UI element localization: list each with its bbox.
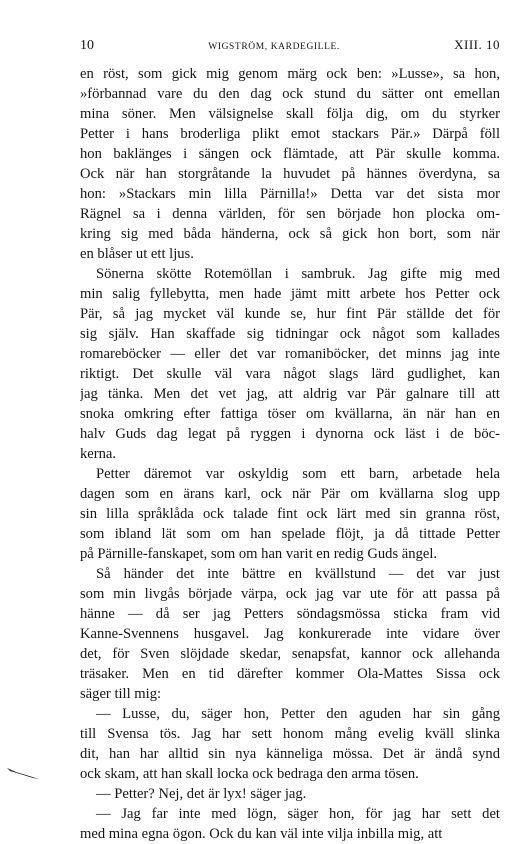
- text-line: dagen som en ärans karl, ock när Pär om kvällarna slog upp: [80, 486, 500, 502]
- text-line: Ock när han storgråtande la huvudet på hännes överdyna, sa: [80, 166, 500, 182]
- page-number: 10: [80, 38, 94, 53]
- text-line: säger till mig:: [80, 686, 162, 702]
- text-line: Rägnel sa i denna världen, för sen började hon plocka om-: [80, 206, 500, 222]
- text-line: mina söner. Men välsignelse skall följa dig, om du styrker: [80, 106, 500, 122]
- paragraph: [80, 564, 500, 704]
- text-line: Pär, så jag mycket väl kunde se, hur fint Pär ställde det för: [80, 306, 500, 322]
- text-line: halv Guds dag legat på ryggen i dynorna ock läst i de böc-: [80, 426, 500, 442]
- text-line: som ibland lät som om han spelade flöjt, ja då tittade Petter: [80, 526, 500, 542]
- text-line: en röst, som gick mig genom märg ock ben: »Lusse», sa hon,: [80, 66, 500, 82]
- text-line: — Lusse, du, säger hon, Petter den aguden har sin gång: [96, 706, 500, 722]
- paragraph: [80, 804, 500, 844]
- text-line: Petter i hans broderliga plikt emot stackars Pär.» Därpå föll: [80, 126, 500, 142]
- text-line: jag tänka. Men det vet jag, att aldrig var Pär galnare till att: [80, 386, 500, 402]
- text-line: kring sig med båda händerna, ock så gick hon bort, som när: [80, 226, 500, 242]
- text-line: Kanne-Svennens husgavel. Jag konkurerade inte vidare över: [80, 626, 500, 642]
- paragraph: [80, 264, 500, 464]
- text-line: en blåser ut ett ljus.: [80, 246, 194, 262]
- running-header: [80, 37, 500, 54]
- text-line: Sönerna skötte Rotemöllan i sambruk. Jag gifte mig med: [96, 266, 500, 282]
- book-page: [80, 37, 500, 844]
- text-line: sin lilla språklåda ock talade fint ock lärt med sin granna röst,: [80, 506, 500, 522]
- paragraph: [80, 784, 500, 804]
- text-line: dit, han har alltid sin nya känneliga mössa. Det är ändå synd: [80, 746, 500, 762]
- paragraph: [80, 64, 500, 264]
- text-line: — Petter? Nej, det är lyx! säger jag.: [96, 786, 307, 802]
- text-line: snoka omkring efter fattiga töser om kvällarna, än när han en: [80, 406, 500, 422]
- text-line: till Svensa tös. Jag har sett honom mång evelig kväll slinka: [80, 726, 500, 742]
- text-line: kerna.: [80, 446, 117, 462]
- text-line: hänne — då ser jag Petters söndagsmössa sticka fram vid: [80, 606, 500, 622]
- text-line: med mina egna ögon. Ock du kan väl inte vilja inbilla mig, att: [80, 826, 443, 842]
- signature-mark: XIII. 10: [454, 37, 500, 52]
- text-line: på Pärnille-fanskapet, som om han varit en redig Guds ängel.: [80, 546, 438, 562]
- paragraph: [80, 464, 500, 564]
- text-line: hon baklänges i sängen ock flämtade, att Pär skulle komma.: [80, 146, 500, 162]
- text-line: riktigt. Det skulle väl vara något slags lärd gudlighet, kan: [80, 366, 500, 382]
- text-line: min salig fyllebytta, men hade jämt mitt arbete hos Petter ock: [80, 286, 500, 302]
- text-line: som min livgås började värpa, ock jag var ute för att passa på: [80, 586, 500, 602]
- text-line: Petter däremot var oskyldig som ett barn, arbetade hela: [96, 466, 500, 482]
- running-title: WIGSTRÖM, KARDEGILLE.: [208, 42, 340, 52]
- ink-smudge-mark: [6, 766, 40, 780]
- text-line: sig själv. Han skaffade sig tidningar ock något som kallades: [80, 326, 500, 342]
- text-line: det, för Sven slöjdade skedar, senapsfat, kannor ock allehanda: [80, 646, 500, 662]
- text-line: Så händer det inte bättre en kvällstund — det var just: [96, 566, 500, 582]
- text-line: — Jag far inte med lögn, säger hon, för jag har sett det: [96, 806, 500, 822]
- text-line: ock skam, att han skall locka ock bedraga den arma tösen.: [80, 766, 419, 782]
- text-line: romareböcker — eller det var romaniböcker, det minns jag inte: [80, 346, 500, 362]
- body-text: [80, 64, 500, 844]
- paragraph: [80, 704, 500, 784]
- text-line: hon: »Stackars min lilla Pärnilla!» Detta var det sista mor: [80, 186, 500, 202]
- text-line: träsaker. Men en tid därefter kommer Ola-Mattes Sissa ock: [80, 666, 500, 682]
- text-line: »förbannad vare du den dag ock stund du sätter ont emellan: [80, 86, 500, 102]
